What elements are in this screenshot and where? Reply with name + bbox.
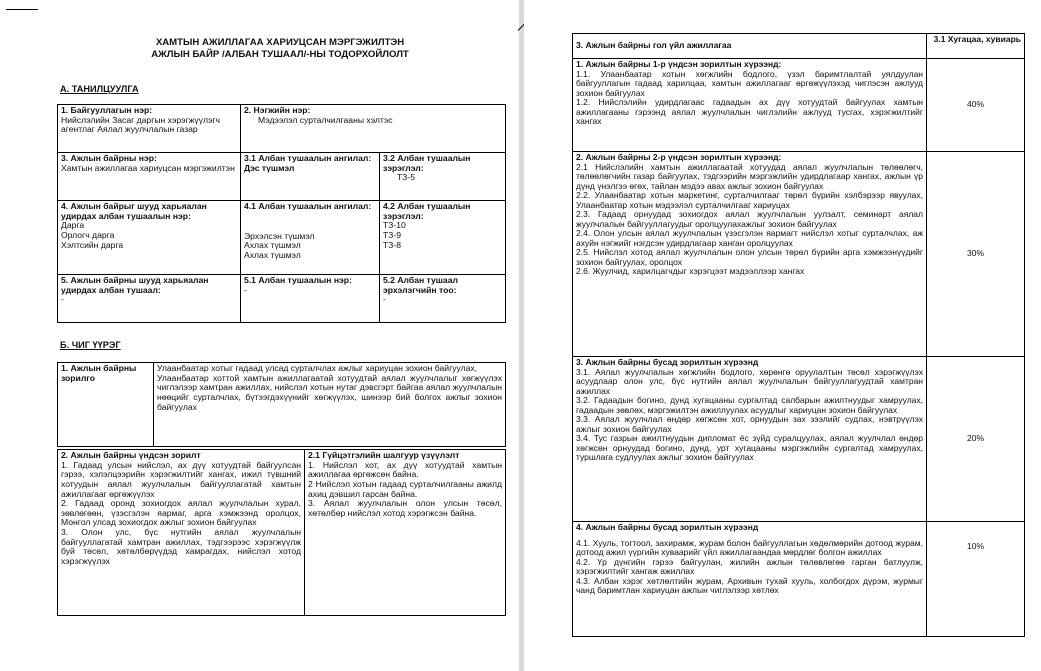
- supervisor-grade-item: ТЗ-9: [383, 229, 401, 240]
- subordinate-cell: [58, 275, 241, 323]
- subordinate-count-label: 5.2 Албан тушаал эрхэлэгчийн тоо:: [383, 275, 458, 295]
- supervisor-category-label: 4.1 Албан тушаалын ангилал:: [244, 201, 372, 211]
- section-a-heading: А. ТАНИЛЦУУЛГА: [60, 84, 139, 94]
- supervisor-category-item: Эрхэлсэн түшмэл: [244, 230, 315, 241]
- supervisor-item: Орлогч дарга: [61, 229, 115, 240]
- supervisor-category-cell: [241, 201, 380, 275]
- goal-label: 1. Ажлын байрны зорилго: [61, 363, 137, 383]
- activity-group-row: [573, 357, 1025, 522]
- activity-group-cell: [573, 152, 927, 357]
- activity-item: 4.1. Хууль, тогтоол, захирамж, журам болон байгууллагын хөдөлмөрийн дотоод журам, дотоод ажил үүргийн хуваарийг үйл ажиллагаандаа мөрдлөг болгон ажиллах: [576, 537, 923, 558]
- intro-row-org: [58, 105, 506, 153]
- performance-cell: [305, 450, 506, 616]
- goal-text-cell: [154, 363, 506, 447]
- activity-item: 3.2. Гадаадын богино, дунд хугацааны сургалтад салбарын ажилтнуудыг хамруулах, гадаадын зөвлөх, мэргэжилтэн ажиллуулах асуудлыг хариуцан зохион байгуулах: [576, 395, 923, 415]
- main-objectives-cell: [58, 450, 305, 616]
- performance-item: 2 Нийслэл хотын гадаад сурталчилгааны ажилд ахиц дэвшил гарсан байна.: [308, 478, 502, 499]
- supervisor-category-item: Ахлах түшмэл: [244, 240, 301, 251]
- unit-cell: [241, 105, 506, 153]
- title-line-1: ХАМТЫН АЖИЛЛАГАА ХАРИУЦСАН МЭРГЭЖИЛТЭН: [155, 37, 405, 48]
- goal-label-cell: [58, 363, 154, 447]
- activity-item: 1.2. Нийслэлийн удирдлагаас гадаадын ах дүү хотуудтай байгуулах хамтын ажиллагааны гэрээнд аялал жуулчлалын чиглэлийн ажлууд тусгах, хэрэгжилтийг хангах: [576, 97, 923, 127]
- performance-item: 3. Аялал жуулчлалын олон улсын төсөл, хөтөлбөр нийслэл хотод хэрэгжсэн байна.: [308, 498, 502, 518]
- supervisor-grade-item: ТЗ-10: [383, 220, 406, 231]
- activity-percent: 20%: [927, 357, 1025, 522]
- supervisor-grade-item: ТЗ-8: [383, 239, 401, 250]
- supervisor-category-item: Ахлах түшмэл: [244, 249, 301, 260]
- unit-value: Мэдээлэл сурталчилгааны хэлтэс: [258, 114, 393, 125]
- subordinate-category-label: 5.1 Албан тушаалын нэр:: [244, 275, 352, 285]
- activity-group-heading: 4. Ажлын байрны бусад зорилтын хүрээнд: [576, 522, 759, 532]
- activity-group-cell: [573, 357, 927, 522]
- category-cell: [241, 153, 380, 201]
- position-cell: [58, 153, 241, 201]
- supervisor-item: Дарга: [61, 220, 85, 231]
- subordinate-value: -: [61, 294, 64, 305]
- pen-mark: [6, 9, 38, 10]
- category-label: 3.1 Албан тушаалын ангилал: Дэс түшмэл: [244, 153, 372, 173]
- main-objectives-label: 2. Ажлын байрны үндсэн зорилт: [61, 450, 201, 460]
- activity-item: 4.2. Үр дүнгийн гэрээ байгуулан, жилийн ажлын төлөвлөгөө гарган батлуулж, хэрэгжилтийг хангаж ажиллах: [576, 556, 923, 577]
- activity-group-row: [573, 152, 1025, 357]
- activities-table: [572, 33, 1025, 637]
- activity-item: 3.3. Аялал жуулчлал өндөр хөгжсөн хот, орнуудын зах зээлийг судлах, нэвтрүүлэх ажлыг зохион байгуулах: [576, 414, 923, 434]
- main-objective-item: 2. Гадаад оронд зохиогдох аялал жуулчлалын хурал, зөвлөгөөн, үзэсгэлэн яармаг, арга хэмжээнд оролцох, Монгол улсад зохиогдох ажлыг зохион байгуулах: [61, 498, 301, 528]
- activity-group-row: [573, 59, 1025, 152]
- subordinate-label: 5. Ажлын байрны шууд харьяалан удирдах албан тушаал:: [61, 275, 209, 295]
- subordinate-count-cell: [380, 275, 506, 323]
- activity-group-heading: 2. Ажлын байрны 2-р үндсэн зорилтын хүрээнд:: [576, 152, 782, 162]
- supervisor-grade-label: 4.2 Албан тушаалын зэрэглэл:: [383, 201, 471, 221]
- goal-table: [57, 362, 506, 447]
- goal-line: Улаанбаатар хотыг гадаад улсад сурталчлах ажлыг хариуцан зохион байгуулах,: [157, 363, 478, 373]
- position-value: Хамтын ажиллагаа хариуцсан мэргэжилтэн: [61, 162, 235, 173]
- supervisor-label: 4. Ажлын байрыг шууд харьяалан удирдах албан тушаалын нэр:: [61, 201, 207, 221]
- intro-row-position: [58, 153, 506, 201]
- activity-item: 2.3. Гадаад орнуудад зохиогдох аялал жуулчлалын уулзалт, семинарт аялал жуулчлалын байгууллагуудыг оролцуулахажлыг зохион байгуулах: [576, 209, 923, 229]
- main-objective-item: 1. Гадаад улсын нийслэл, ах дүү хотуудтай байгуулсан гэрээ, хэлэлцээрийн хэрэгжилтийг хангах, ижил түвшний хотуудын аялал жуулчлалын байгууллагатай хамтын ажиллагааг өргөжүүлэх: [61, 459, 301, 499]
- subordinate-count-value: -: [383, 294, 386, 305]
- objectives-table: [57, 449, 506, 616]
- grade-value: ТЗ-5: [397, 172, 415, 183]
- intro-row-supervisor: [58, 201, 506, 275]
- activity-percent: 40%: [927, 59, 1025, 152]
- main-objective-item: 3. Олон улс, бүс нутгийн аялал жуулчлалын байгууллагатай хамтран ажиллах, тэдгээрээс хэрэгжүүлж буй төсөл, хөтөлбөрүүдэд хамрагдах, нийслэл хотод хэрэгжүүлэх: [61, 527, 301, 566]
- activity-item: 2.5. Нийслэл хотод аялал жуулчлалын олон улсын төрөл бүрийн арга хэмжээнүүдийг зохион байгуулах, оролцох: [576, 247, 923, 267]
- org-value: Нийслэлийн Засаг даргын хэрэгжүүлэгч агентлаг Аялал жуулчлалын газар: [61, 114, 220, 135]
- supervisor-grade-cell: [380, 201, 506, 275]
- grade-label: 3.2 Албан тушаалын зэрэглэл:: [383, 153, 471, 173]
- activities-header-row: [573, 34, 1025, 59]
- intro-table: [57, 104, 506, 323]
- activity-item: 2.2. Улаанбаатар хотын маркетинг, сурталчилгааг төрөл бүрийн хэлбэрээр явуулах, Улаанбаатар хотын мэдээлэл сурталчилгааг хариуцах: [576, 190, 923, 210]
- org-label: 1. Байгууллагын нэр:: [61, 105, 153, 115]
- right-page: [524, 0, 1041, 671]
- activity-item: 4.3. Албан хэрэг хөтлөлтийн журам, Архивын тухай хууль, холбогдох дүрэм, журмыг чанд баримтлан хариуцан ажлын чиглэлээр хөтлөх: [576, 575, 923, 596]
- activity-item: 1.1. Улаанбаатар хотын хөгжлийн бодлого, үзэл баримтлалтай уялдуулан байгууллагын гадаад харилцаа, хамтын ажиллагааг өргөжүүлэхэд чиглэсэн ажлууд зохион байгуулах: [576, 68, 923, 98]
- activity-percent: 30%: [927, 152, 1025, 357]
- subordinate-category-value: -: [244, 284, 247, 295]
- supervisor-item: Хэлтсийн дарга: [61, 239, 124, 250]
- activity-group-heading: 3. Ажлын байрны бусад зорилтын хүрээнд: [576, 357, 759, 367]
- activity-item: 3.4. Тус газрын ажилтнуудын дипломат ёс зүйд суралцуулах, аялал жуулчлал өндөр хөгжсөн орнуудад богино, дунд, урт хугацааны мэргэжлийн сургалтад хамруулах, туршлага судлуулах ажлыг зохион байгуулах: [576, 433, 923, 463]
- org-cell: [58, 105, 241, 153]
- goal-line: Улаанбаатар хоттой хамтын ажиллагаатай хотуудтай аялал жуулчлалыг хөгжүүлэх чиглэлээр хамтран ажиллах, нийслэл хотын нутаг дэвсгэрт байгаа аялал жуулчлалын нөөцийг сурталчлах, бүтээгдэхүүнийг хөгжүүлэх, шинээр бий болгох ажлыг зохион байгуулах: [157, 372, 502, 412]
- left-page: [0, 0, 519, 671]
- goal-row: [58, 363, 506, 447]
- activity-item: 2.1 Нийслэлийн хамтын ажиллагаатай хотуудад аялал жуулчлалын төлөөлөгч, төлөөлөгчийн газар байгуулах, тэдгээрийн мэргэжлийн удирдлагаар хангах, ажлын үр дүнд үнэлгээ өгөх, тайлан мэдээ авах ажлыг зохион байгуулах: [576, 161, 923, 191]
- performance-label: 2.1 Гүйцэтгэлийн шалгуур үзүүлэлт: [308, 450, 460, 460]
- activity-group-heading: 1. Ажлын байрны 1-р үндсэн зорилтын хүрээнд:: [576, 59, 782, 69]
- activity-percent: 10%: [927, 522, 1025, 637]
- section-b-heading: Б. ЧИГ ҮҮРЭГ: [60, 340, 121, 350]
- activity-group-row: [573, 522, 1025, 637]
- activity-item: 3.1. Аялал жуулчлалын хөгжлийн бодлого, хөрөнгө оруулалтын төсөл хэрэгжүүлэх асуудлаар олон улс, бүс нутгийн аялал жуулчлалын байгууллагуудтай хамтран ажиллах: [576, 366, 923, 396]
- activities-col-header: 3. Ажлын байрны гол үйл ажиллагаа: [573, 34, 927, 59]
- activity-group-cell: [573, 522, 927, 637]
- unit-label: 2. Нэгжийн нэр:: [244, 105, 311, 115]
- schedule-col-header: 3.1 Хугацаа, хувиарь: [927, 34, 1025, 59]
- intro-row-subordinate: [58, 275, 506, 323]
- position-label: 3. Ажлын байрны нэр:: [61, 153, 157, 163]
- document-title: [110, 37, 450, 61]
- performance-item: 1. Нийслэл хот, ах дүү хотуудтай хамтын ажиллагаа өргөжсөн байна.: [308, 459, 502, 480]
- activity-item: 2.4. Олон улсын аялал жуулчлалын үзэсгэлэн яармагт нийслэл хотыг сурталчлах, аж ахуйн нэгжийг нэгдсэн удирдлагаар ханган оролцуулах: [576, 228, 923, 248]
- activity-item: 2.6. Жуулчид, харилцагчдыг хэрэгцээт мэдээллээр хангах: [576, 266, 805, 277]
- title-line-2: АЖЛЫН БАЙР /АЛБАН ТУШААЛ/-НЫ ТОДОРХОЙЛОЛТ: [151, 48, 409, 60]
- grade-cell: [380, 153, 506, 201]
- objectives-row: [58, 450, 506, 616]
- activity-group-cell: [573, 59, 927, 152]
- subordinate-category-cell: [241, 275, 380, 323]
- supervisor-cell: [58, 201, 241, 275]
